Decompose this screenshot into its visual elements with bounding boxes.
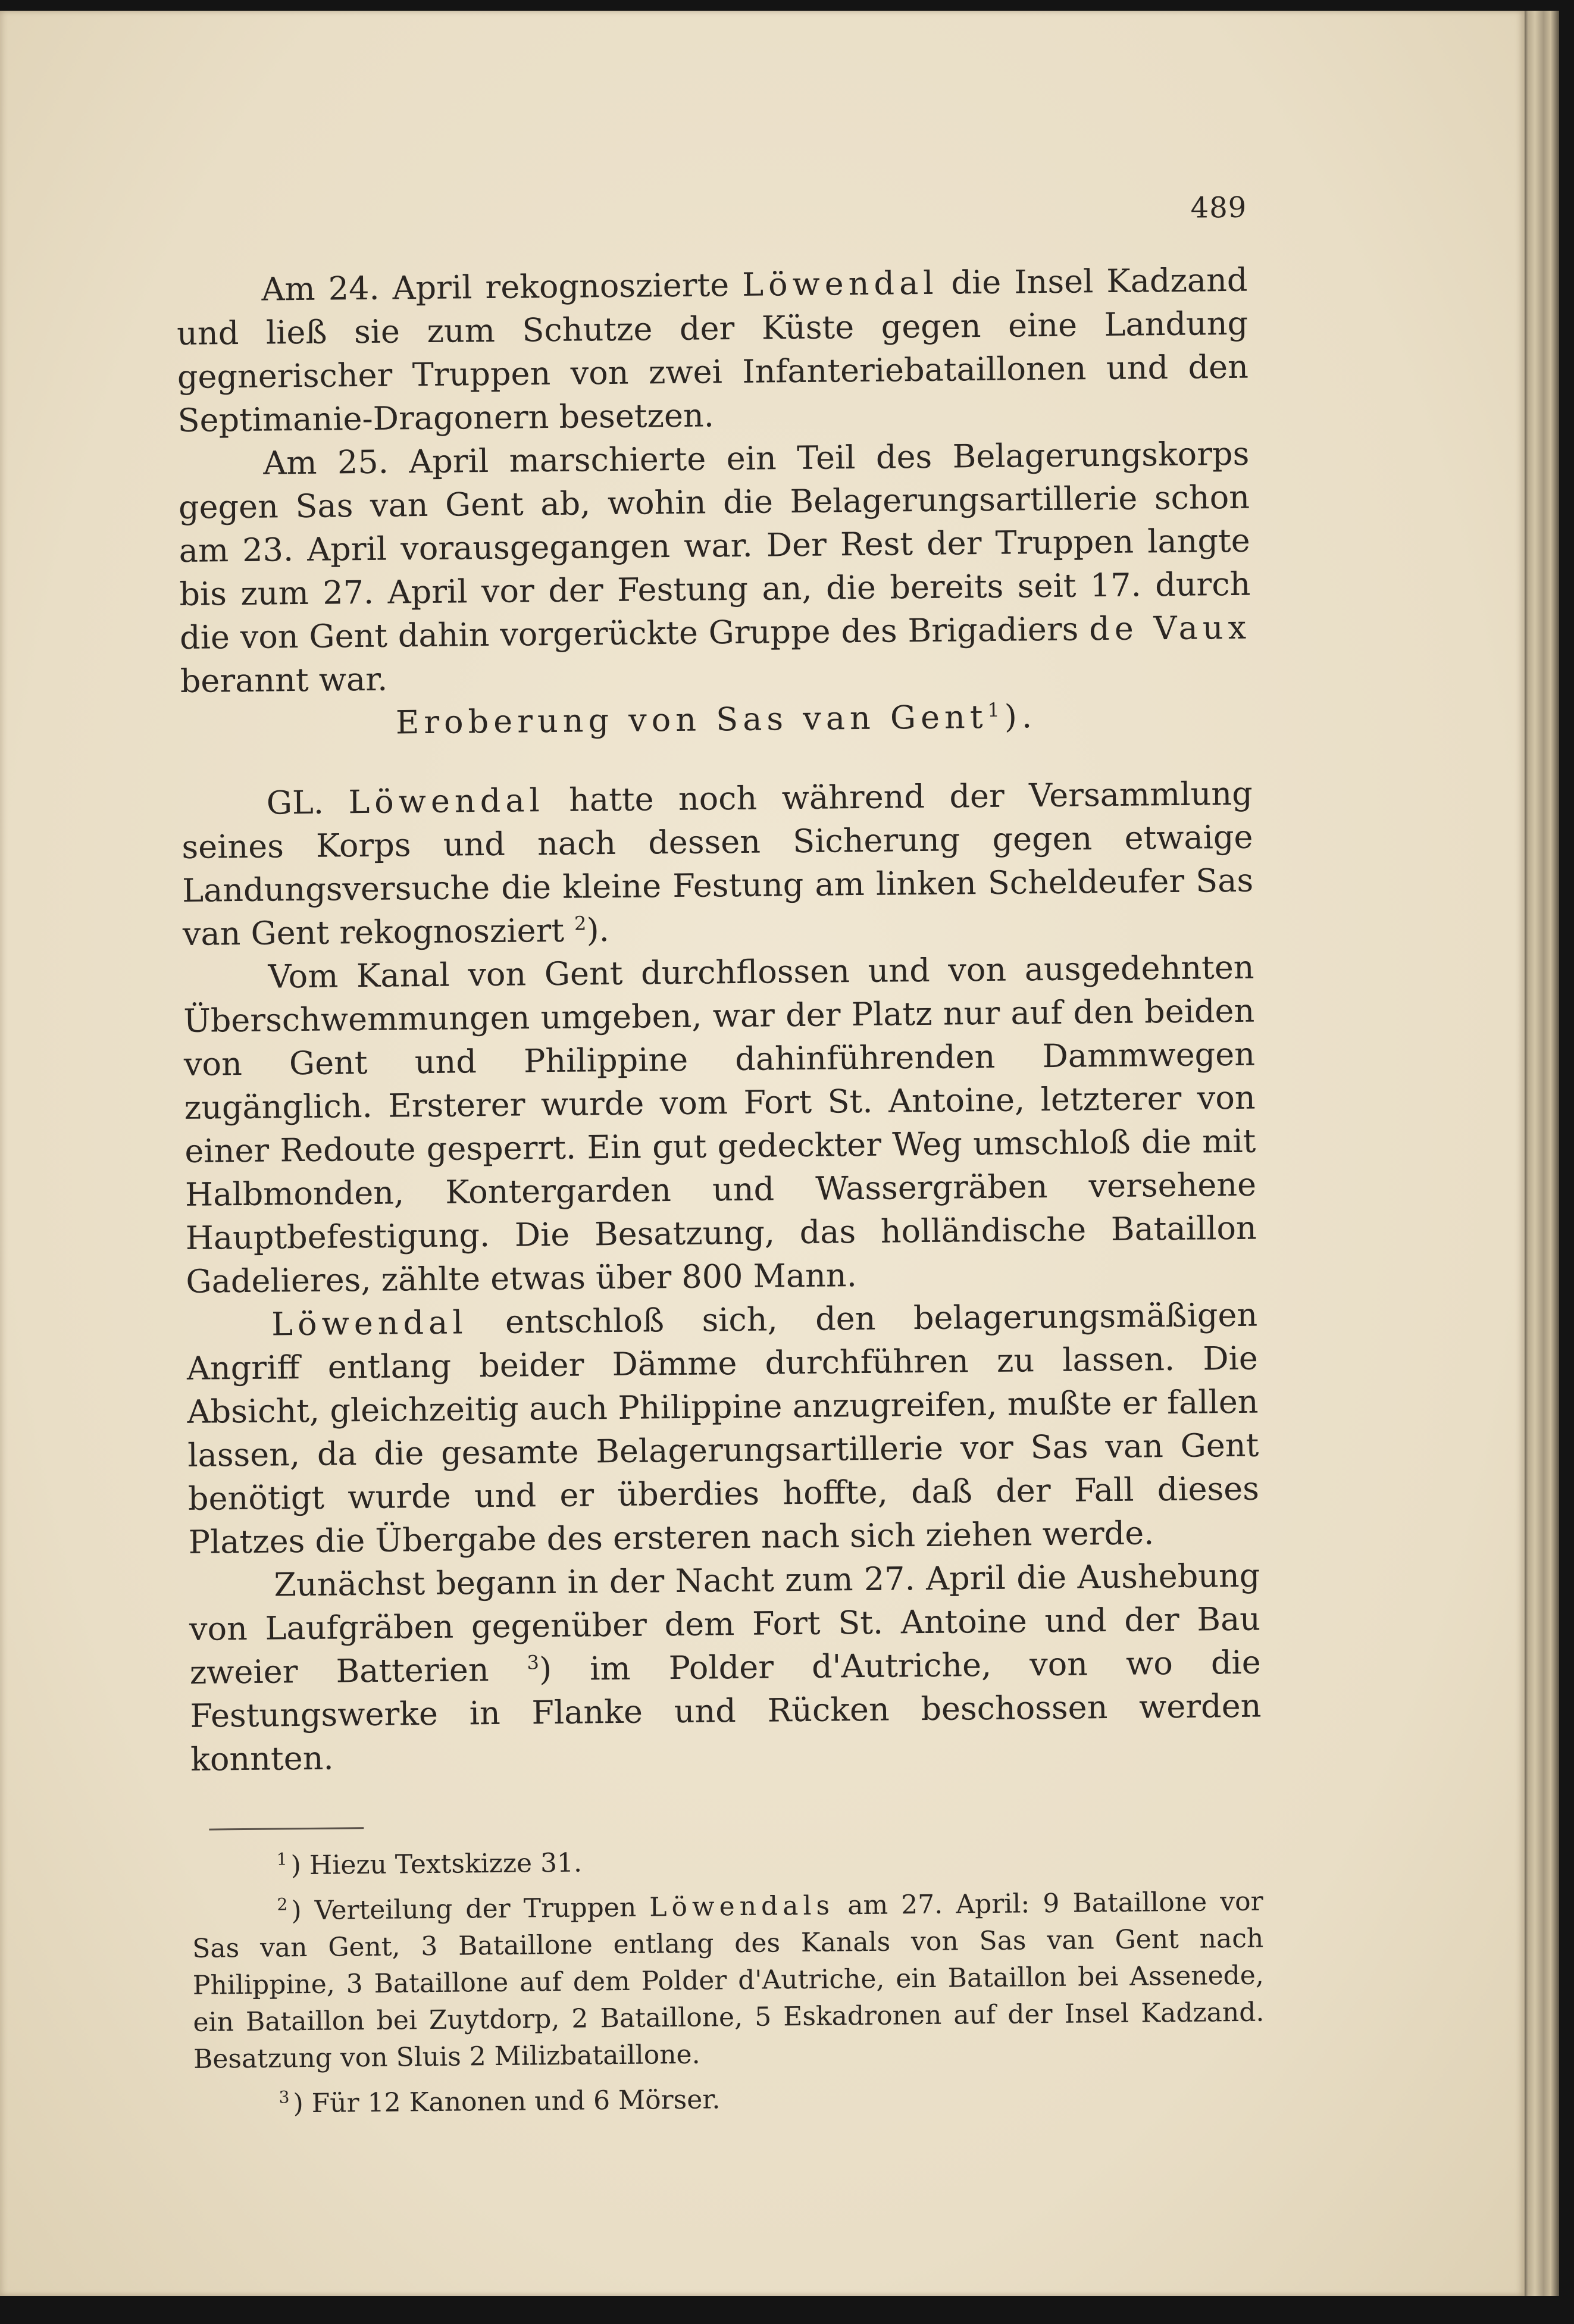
- paragraph-text: ) im Polder d'Autriche, von wo die Festungswerke in Flanke und Rücken beschossen werden konnten.: [190, 1643, 1262, 1778]
- paragraph-text: Am 25. April marschierte ein Teil des Belagerungskorps gegen Sas van Gent ab, wohin die Belagerungsartillerie schon am 23. April vorausgegangen war. Der Rest der Truppen langte bis zum 27. April vor der Festung an, die bereits seit 17. durch die von Gent dahin vorgerückte Gruppe des Brigadiers: [178, 434, 1251, 656]
- paragraph-text: Am 24. April rekognoszierte: [261, 265, 743, 308]
- paragraph-6: [189, 1554, 1262, 1781]
- footnote-ref: 2: [574, 912, 587, 935]
- paragraph-text: entschloß sich, den belagerungsmäßigen Angriff entlang beider Dämme durchführen zu lassen. Die Absicht, gleichzeitig auch Philippine anzugreifen, mußte er fallen lassen, da die gesamte Belagerungsartillerie vor Sas van Gent benötigt wurde und er überdies hoffte, daß der Fall dieses Platzes die Übergabe des ersteren nach sich ziehen werde.: [186, 1296, 1260, 1561]
- heading-punct: ).: [1004, 697, 1037, 736]
- footnote-3: [193, 2076, 1265, 2123]
- footnotes: [192, 1838, 1265, 2123]
- footnote-text: ) Hiezu Textskizze 31.: [290, 1847, 583, 1881]
- footnote-1: [192, 1838, 1263, 1885]
- paragraph-2: [178, 432, 1251, 703]
- person-name: Löwendal: [741, 264, 938, 304]
- footnote-text: ) Verteilung der Truppen: [291, 1892, 650, 1926]
- paragraph-1: [176, 258, 1249, 442]
- footnote-2: [192, 1884, 1265, 2078]
- footnote-text: ) Für 12 Kanonen und 6 Mörser.: [293, 2084, 721, 2119]
- footnote-ref: 3: [527, 1651, 540, 1674]
- paragraph-text: ).: [586, 911, 610, 949]
- footnote-marker: 1: [276, 1849, 287, 1869]
- paragraph-text: GL.: [266, 783, 349, 822]
- page-number: 489: [1190, 190, 1247, 225]
- page-edge: [1525, 11, 1559, 2296]
- footnote-marker: 3: [278, 2087, 290, 2107]
- paragraph-4: Vom Kanal von Gent durchflossen und von ausgedehnten Überschwemmungen umgeben, war der Platz nur auf den beiden von Gent und Philippine dahinführenden Dammwegen zugänglich. Ersterer wurde vom Fort St. Antoine, letzterer von einer Redoute gesperrt. Ein gut gedeckter Weg umschloß die mit Halbmonden, Kontergarden und Wassergräben versehene Hauptbefestigung. Die Besatzung, das holländische Bataillon Gadelieres, zählte etwas über 800 Mann.: [183, 948, 1257, 1300]
- paragraph-text: hatte noch während der Versammlung seines Korps und nach dessen Sicherung gegen etwaige Landungsversuche die kleine Festung am linken Scheldeufer Sas van Gent rekognosziert: [182, 774, 1254, 953]
- footnote-marker: 2: [277, 1894, 288, 1915]
- paragraph-5: [186, 1293, 1260, 1564]
- person-name: de Vaux: [1088, 608, 1251, 648]
- page-text: [176, 186, 1265, 2132]
- footnote-text: am 27. April: 9 Bataillone vor Sas van Gent, 3 Bataillone entlang des Kanals von Sas van Gent nach Philippine, 3 Bataillone auf dem Polder d'Autriche, ein Bataillon bei Assenede, ein Bataillon bei Zuytdorp, 2 Bataillone, 5 Eskadronen auf der Insel Kadzand. Besatzung von Sluis 2 Milizbataillone.: [192, 1886, 1265, 2075]
- paragraph-text: berannt war.: [180, 660, 388, 700]
- paragraph-text: Zunächst begann in der Nacht zum 27. April die Aushebung von Laufgräben gegenüber dem Fort St. Antoine und der Bau zweier Batterien: [189, 1556, 1261, 1691]
- person-name: Löwendal: [271, 1303, 468, 1343]
- footnote-divider: [209, 1827, 364, 1830]
- person-name: Löwendal: [348, 781, 545, 821]
- heading-text: Eroberung von Sas van Gent: [395, 697, 988, 742]
- person-name: Löwendals: [649, 1890, 835, 1923]
- paragraph-text: die Insel Kadzand und ließ sie zum Schutze der Küste gegen eine Landung gegnerischer Truppen von zwei Infanteriebataillonen und den Septimanie-Dragonern besetzen.: [176, 261, 1249, 439]
- footnote-ref: 1: [987, 698, 1005, 721]
- paragraph-3: [181, 772, 1254, 956]
